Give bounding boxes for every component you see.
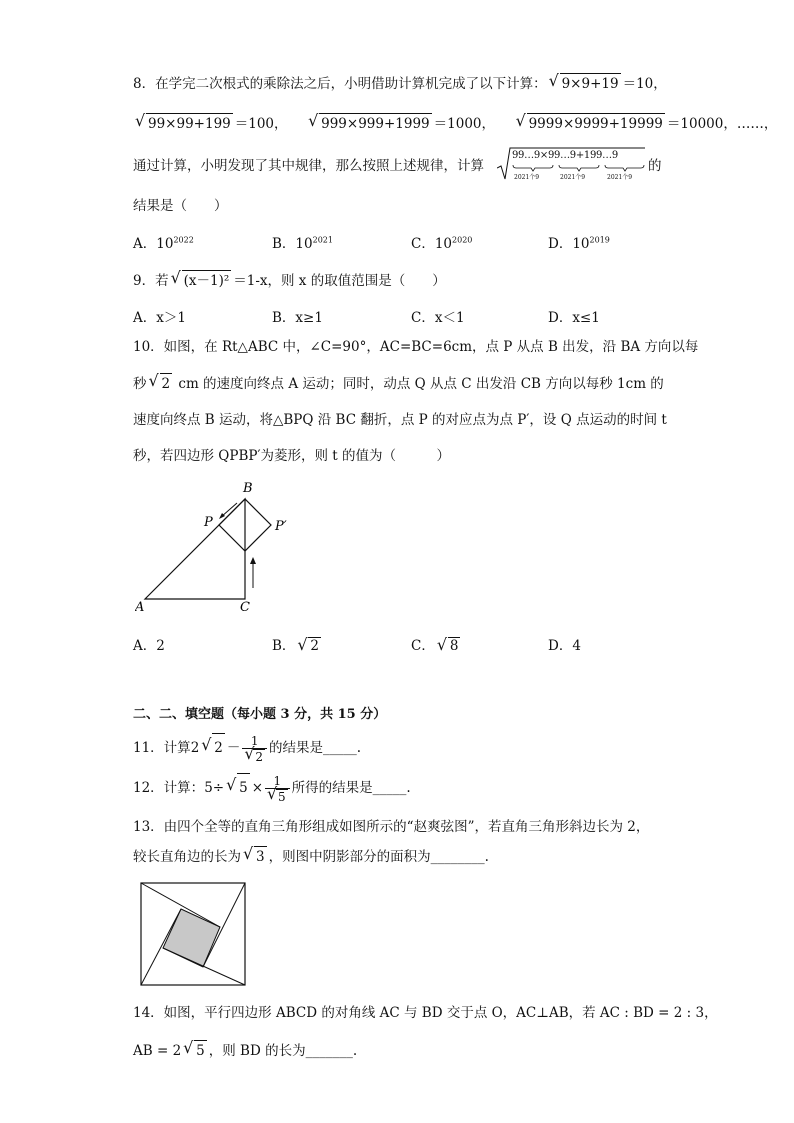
q9-option-c[interactable]: C．x＜1 [411,310,465,326]
q14-line1: 14．如图，平行四边形 ABCD 的对角线 AC 与 BD 交于点 O，AC⊥AB，若 AC : BD = 2 : 3， [133,1005,718,1021]
q8-radical-4: √ 9999×9999+19999 [516,113,665,134]
q10-option-c[interactable]: C．√ 8 [411,634,462,654]
q14-line2: AB = 2√ 5 ，则 BD 的长为_______. [133,1040,357,1061]
q8-result-4: ＝10000，……， [666,116,778,132]
q9-radical: √ (x－1)² [171,270,232,291]
q8-line3 [133,156,484,176]
q10-line1: 10．如图，在 Rt△ABC 中，∠C=90°，AC=BC=6cm，点 P 从点 B 出发，沿 BA 方向以每 [133,339,699,355]
q8-radical-2: √ 99×99+199 [135,113,233,134]
q9-option-d[interactable]: D．x≤1 [548,310,600,326]
q8-radical-3: √ 999×999+1999 [308,113,432,134]
q10-option-b[interactable]: B．√ 2 [272,634,323,654]
q13-line2: 较长直角边的长为√ 3 ，则图中阴影部分的面积为________. [133,846,489,867]
q8-result-3: ＝1000， [433,116,495,132]
q8-radical-1: √ 9×9+19 [549,73,621,94]
section-title: 二、二、填空题（每小题 3 分，共 15 分） [133,707,387,722]
q9-option-b[interactable]: B．x≥1 [272,310,323,326]
q10-line3: 速度向终点 B 运动，将△BPQ 沿 BC 翻折，点 P 的对应点为点 P′，设 Q 点运动的时间 t [133,412,667,428]
q8-line1 [133,73,667,94]
q8-underbrace-label-2: 2021个9 [560,174,586,181]
q10-option-d[interactable]: D．4 [548,638,581,654]
label-c: C [240,600,250,615]
label-b: B [243,481,253,496]
q8-big-radical [497,146,647,182]
q13-line1: 13．由四个全等的直角三角形组成如图所示的“赵爽弦图”，若直角三角形斜边长为 2， [133,819,650,835]
q8-big-expr: 99…9×99…9+199…9 [512,150,618,161]
label-p: P [204,515,213,530]
q8-line3-text: 通过计算，小明发现了其中规律，那么按照上述规律，计算 [133,158,484,174]
q8-line4: 结果是（ ） [133,198,228,214]
q9-stem: 9．若√ (x－1)² ＝1-x，则 x 的取值范围是（ ） [133,270,446,291]
q10-line2: 秒√ 2 cm 的速度向终点 A 运动；同时，动点 Q 从点 C 出发沿 CB 方向以每秒 1cm 的 [133,373,664,394]
q8-line3-suffix: 的 [648,158,662,174]
q11-fraction: 1 √ 2 [242,734,267,764]
q10-radical: √ 2 [149,373,173,394]
label-p-prime: P′ [275,519,287,534]
q10-line4: 秒，若四边形 QPBP′为菱形，则 t 的值为（ ） [133,448,451,464]
q8-option-d[interactable]: D．$10^{2019}$ [548,235,610,252]
q9-option-a[interactable]: A．x＞1 [133,310,186,326]
q8-underbrace-label-1: 2021个9 [514,174,540,181]
q8-option-c[interactable]: C．$10^{2020}$ [411,235,473,252]
q8-result-2: ＝100， [234,116,288,132]
q12-fraction: 1 √ 5 [265,774,290,804]
q8-option-b[interactable]: B．$10^{2021}$ [272,235,333,252]
q8-result-1: ＝10， [622,76,667,92]
q13-zhaoshuang-figure [140,882,246,986]
q10-option-a[interactable]: A．2 [133,638,165,654]
q10-figure [135,478,305,618]
q8-option-a[interactable]: A．$10^{2022}$ [133,235,194,252]
label-a: A [135,600,145,615]
q8-underbrace-label-3: 2021个9 [607,174,633,181]
q12-stem: 12．计算：5÷√ 5 × 1 √ 5 所得的结果是_____. [133,773,411,804]
q11-stem: 11．计算2√ 2 － 1 √ 2 的结果是_____. [133,733,361,764]
q8-intro: 8．在学完二次根式的乘除法之后，小明借助计算机完成了以下计算： [133,76,547,92]
q8-line2 [133,113,777,134]
